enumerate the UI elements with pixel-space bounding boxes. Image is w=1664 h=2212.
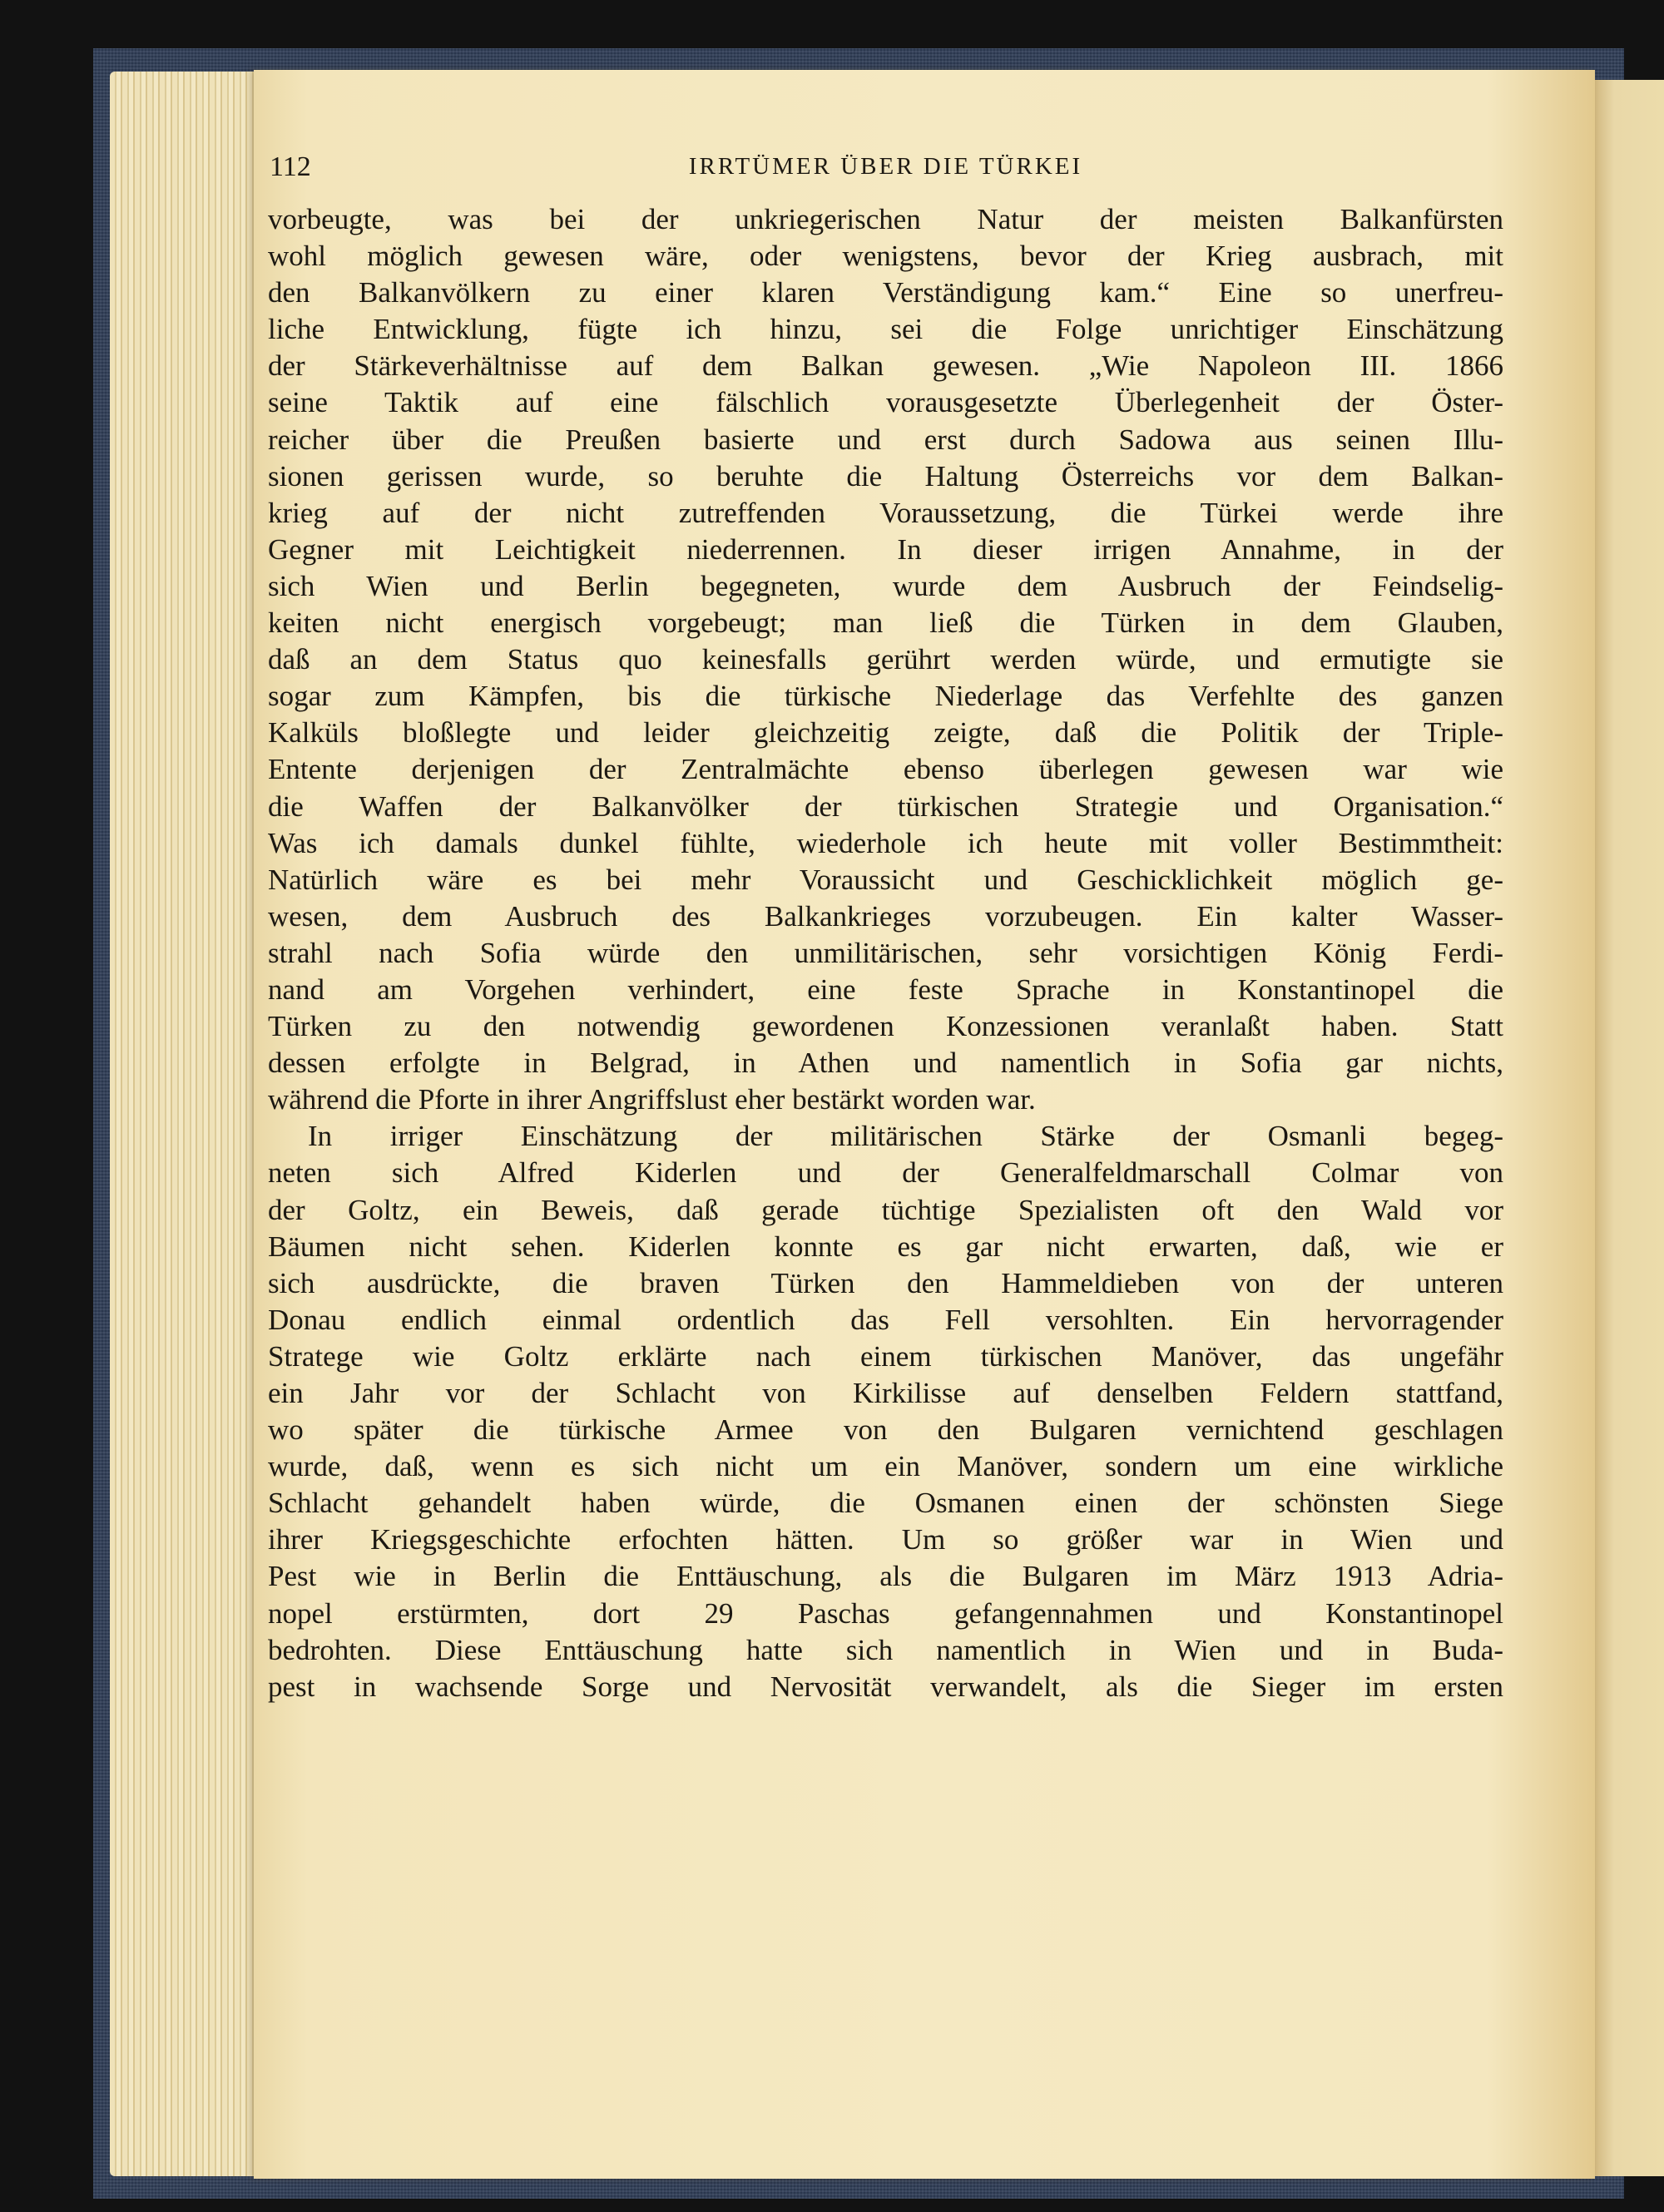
text-line: Natürlich wäre es bei mehr Voraussicht und Geschicklichkeit möglich ge- (268, 863, 1503, 896)
paragraph-start-line: In irriger Einschätzung der militärischen Stärke der Osmanli begeg- (308, 1120, 1503, 1153)
text-line: dessen erfolgte in Belgrad, in Athen und namentlich in Sofia gar nichts, (268, 1047, 1503, 1080)
text-line: sionen gerissen wurde, so beruhte die Haltung Österreichs vor dem Balkan- (268, 459, 1503, 492)
text-line: Kalküls bloßlegte und leider gleichzeitig zeigte, daß die Politik der Triple- (268, 716, 1503, 750)
text-line: sich ausdrückte, die braven Türken den Hammeldieben von der unteren (268, 1266, 1503, 1299)
text-line: Donau endlich einmal ordentlich das Fell versohlten. Ein hervorragender (268, 1303, 1503, 1336)
text-line: Schlacht gehandelt haben würde, die Osmanen einen der schönsten Siege (268, 1487, 1503, 1520)
text-line: Bäumen nicht sehen. Kiderlen konnte es gar nicht erwarten, daß, wie er (268, 1230, 1503, 1263)
text-line: ein Jahr vor der Schlacht von Kirkilisse auf denselben Feldern stattfand, (268, 1377, 1503, 1409)
body-text (268, 201, 1503, 1705)
text-line: bedrohten. Diese Enttäuschung hatte sich namentlich in Wien und in Buda- (268, 1633, 1503, 1666)
text-line: Türken zu den notwendig gewordenen Konzessionen veranlaßt haben. Statt (268, 1010, 1503, 1043)
text-line: liche Entwicklung, fügte ich hinzu, sei die Folge unrichtiger Einschätzung (268, 313, 1503, 346)
text-line: krieg auf der nicht zutreffenden Voraussetzung, die Türkei werde ihre (268, 496, 1503, 529)
text-line: wurde, daß, wenn es sich nicht um ein Manöver, sondern um eine wirkliche (268, 1450, 1503, 1483)
text-line: vorbeugte, was bei der unkriegerischen Natur der meisten Balkanfürsten (268, 203, 1503, 235)
text-line: nopel erstürmten, dort 29 Paschas gefangennahmen und Konstantinopel (268, 1596, 1503, 1630)
text-line: der Goltz, ein Beweis, daß gerade tüchtige Spezialisten oft den Wald vor (268, 1193, 1503, 1226)
text-line: wesen, dem Ausbruch des Balkankrieges vorzubeugen. Ein kalter Wasser- (268, 899, 1503, 933)
text-line: Pest wie in Berlin die Enttäuschung, als die Bulgaren im März 1913 Adria- (268, 1560, 1503, 1593)
text-line: wohl möglich gewesen wäre, oder wenigstens, bevor der Krieg ausbrach, mit (268, 240, 1503, 273)
text-line: sich Wien und Berlin begegneten, wurde dem Ausbruch der Feindselig- (268, 569, 1503, 602)
text-line: keiten nicht energisch vorgebeugt; man ließ die Türken in dem Glauben, (268, 606, 1503, 640)
text-line: wo später die türkische Armee von den Bulgaren vernichtend geschlagen (268, 1413, 1503, 1447)
facing-page-edge (1587, 80, 1664, 2176)
page-content (268, 151, 1503, 1705)
text-line: ihrer Kriegsgeschichte erfochten hätten. Um so größer war in Wien und (268, 1523, 1503, 1556)
text-line: neten sich Alfred Kiderlen und der Generalfeldmarschall Colmar von (268, 1156, 1503, 1190)
text-line: daß an dem Status quo keinesfalls gerührt werden würde, und ermutigte sie (268, 643, 1503, 676)
text-line: pest in wachsende Sorge und Nervosität verwandelt, als die Sieger im ersten (268, 1670, 1503, 1703)
text-line: Was ich damals dunkel fühlte, wiederhole ich heute mit voller Bestimmtheit: (268, 826, 1503, 859)
text-line: reicher über die Preußen basierte und erst durch Sadowa aus seinen Illu- (268, 423, 1503, 456)
running-head (268, 151, 1503, 201)
text-line: den Balkanvölkern zu einer klaren Verständigung kam.“ Eine so unerfreu- (268, 276, 1503, 309)
text-line: seine Taktik auf eine fälschlich vorausgesetzte Überlegenheit der Öster- (268, 386, 1503, 419)
running-head-title: IRRTÜMER ÜBER DIE TÜRKEI (688, 153, 1083, 180)
paragraph-end-line: während die Pforte in ihrer Angriffslust eher bestärkt worden war. (268, 1083, 1036, 1116)
text-line: strahl nach Sofia würde den unmilitärischen, sehr vorsichtigen König Ferdi- (268, 936, 1503, 969)
text-line: der Stärkeverhältnisse auf dem Balkan gewesen. „Wie Napoleon III. 1866 (268, 349, 1503, 383)
text-line: die Waffen der Balkanvölker der türkischen Strategie und Organisation.“ (268, 789, 1503, 823)
text-line: sogar zum Kämpfen, bis die türkische Niederlage das Verfehlte des ganzen (268, 680, 1503, 713)
text-line: Entente derjenigen der Zentralmächte ebenso überlegen gewesen war wie (268, 753, 1503, 786)
text-line: Stratege wie Goltz erklärte nach einem türkischen Manöver, das ungefähr (268, 1339, 1503, 1373)
page-number: 112 (270, 151, 311, 182)
text-line: Gegner mit Leichtigkeit niederrennen. In dieser irrigen Annahme, in der (268, 532, 1503, 566)
text-line: nand am Vorgehen verhindert, eine feste Sprache in Konstantinopel die (268, 972, 1503, 1006)
